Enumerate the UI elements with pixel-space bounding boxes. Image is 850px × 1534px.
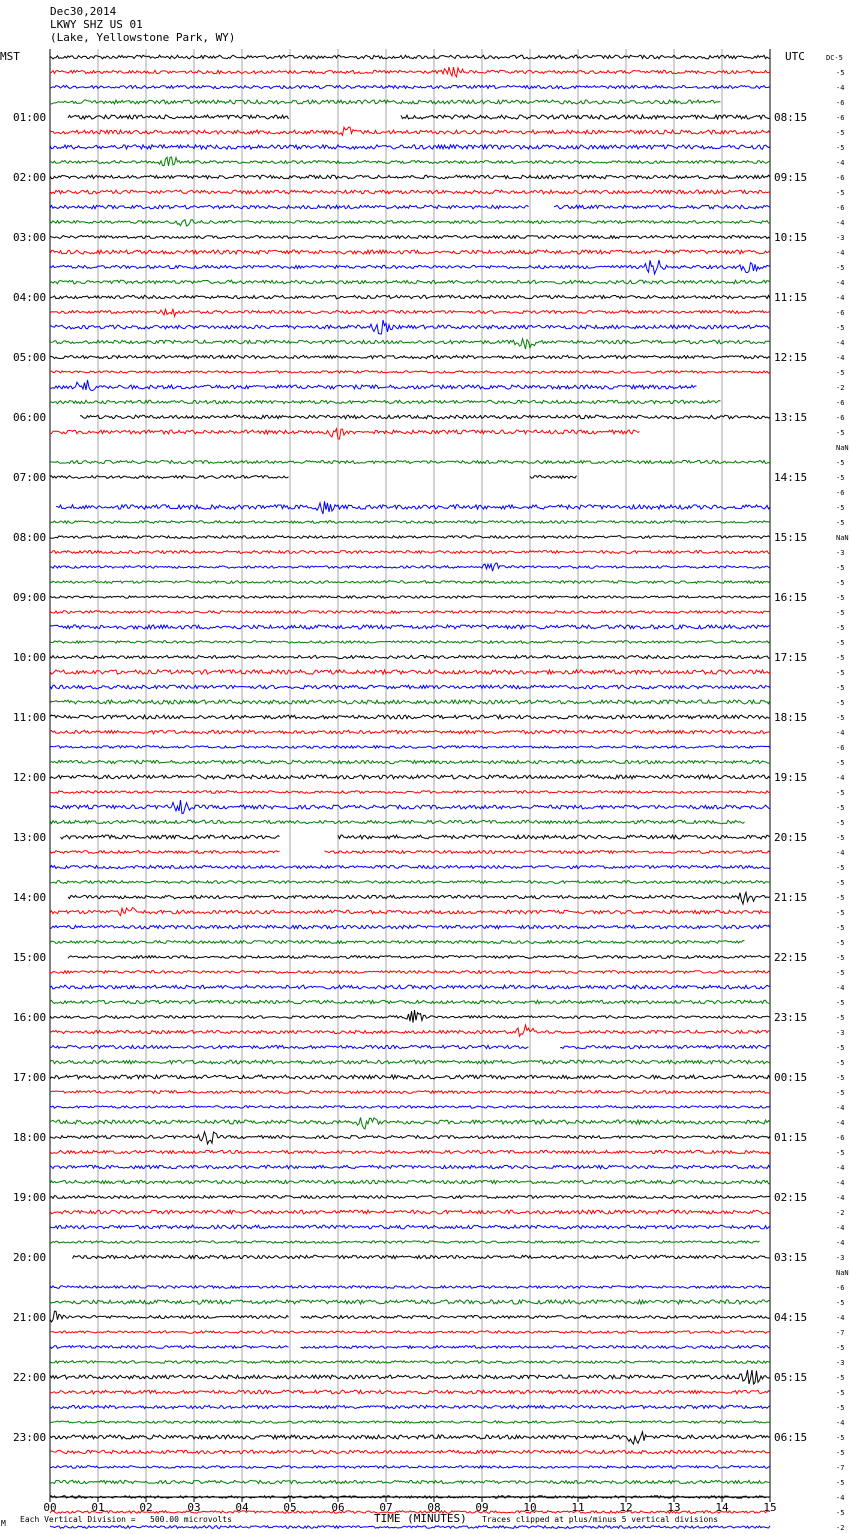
hour-label-right: 13:15 [774,411,808,424]
trace-line [50,320,770,334]
trace-offset-label: -5 [836,954,845,962]
hour-label-right: 01:15 [774,1131,808,1144]
trace-line [50,670,770,674]
trace-offset-label: -5 [836,1074,845,1082]
trace-offset-label: -5 [836,459,845,467]
trace-offset-label: -5 [836,1479,845,1487]
x-tick-label: 03 [187,1501,201,1514]
hour-label-left: 18:00 [13,1131,47,1144]
trace-line [68,115,770,119]
trace-offset-label: -6 [836,1284,845,1292]
trace-offset-label: -5 [836,834,845,842]
trace-offset-label: -5 [836,1434,845,1442]
x-tick-label: 11 [571,1501,585,1514]
x-tick-label: 10 [523,1501,537,1514]
hour-label-left: 13:00 [13,831,47,844]
trace-line [50,1300,770,1304]
hour-label-left: 19:00 [13,1191,47,1204]
trace-offset-label: -5 [836,429,845,437]
trace-offset-label: -5 [836,714,845,722]
trace-line [50,521,770,524]
x-tick-label: 08 [427,1501,441,1514]
hour-label-right: 11:15 [774,291,808,304]
trace-offset-label: -6 [836,744,845,752]
trace-line [50,250,770,254]
trace-line [50,581,770,584]
hour-label-right: 14:15 [774,471,808,484]
trace-line [50,1370,770,1384]
trace-offset-label: -5 [836,684,845,692]
trace-offset-label: -5 [836,189,845,197]
scale-note: Each Vertical Division = 500.00 microvolts [20,1515,232,1524]
trace-offset-label: NaN [836,444,849,452]
trace-offset-label: -6 [836,114,845,122]
trace-line [50,236,770,239]
trace-offset-label: -5 [836,624,845,632]
trace-offset-label: -4 [836,159,845,167]
trace-offset-label: -5 [836,1149,845,1157]
trace-offset-label: -6 [836,489,845,497]
trace-line [50,551,770,554]
trace-line [50,157,770,166]
x-tick-label: 12 [619,1501,633,1514]
trace-line [50,1118,770,1129]
trace-offset-label: -4 [836,1104,845,1112]
trace-offset-label: -6 [836,174,845,182]
trace-line [50,775,770,779]
hour-label-left: 11:00 [13,711,47,724]
station-label: LKWY SHZ US 01 [50,18,143,31]
hour-label-right: 12:15 [774,351,808,364]
trace-offset-label: -4 [836,1119,845,1127]
trace-line [50,429,770,439]
hour-label-right: 09:15 [774,171,808,184]
trace-line [50,1361,770,1364]
trace-line [50,1075,770,1079]
trace-offset-label: -5 [836,369,845,377]
hour-label-left: 08:00 [13,531,47,544]
trace-offset-label: -2 [836,1524,845,1532]
left-timezone: MST [0,50,20,63]
trace-line [50,925,770,929]
trace-offset-label: -5 [836,819,845,827]
trace-line [50,175,770,179]
trace-line [50,655,770,658]
corner-mark: M [1,1519,6,1528]
hour-label-right: 23:15 [774,1011,808,1024]
trace-line [50,1025,770,1036]
trace-line [50,760,770,763]
trace-offset-label: -5 [836,939,845,947]
trace-offset-label: -3 [836,234,845,242]
trace-offset-label: -4 [836,249,845,257]
right-timezone: UTC [785,50,805,63]
trace-offset-label: -5 [836,1089,845,1097]
trace-line [50,1526,770,1529]
trace-offset-label: -4 [836,1224,845,1232]
trace-line [50,1311,770,1322]
trace-offset-label: -5 [836,579,845,587]
trace-offset-label: -5 [836,1344,845,1352]
trace-line [68,956,770,959]
trace-offset-label: -5 [836,1014,845,1022]
hour-label-right: 16:15 [774,591,808,604]
trace-line [50,260,770,274]
trace-offset-label: -3 [836,1029,845,1037]
trace-line [50,400,770,403]
trace-offset-label: -6 [836,204,845,212]
trace-line [50,596,770,598]
trace-line [50,1346,770,1349]
x-tick-label: 13 [667,1501,681,1514]
trace-offset-label: NaN [836,1269,849,1277]
trace-offset-label: -5 [836,1044,845,1052]
trace-offset-label: -5 [836,969,845,977]
hour-label-left: 09:00 [13,591,47,604]
x-tick-label: 14 [715,1501,729,1514]
trace-line [50,1432,770,1444]
x-tick-label: 06 [331,1501,345,1514]
trace-line [50,1225,770,1229]
trace-offset-label: -7 [836,1464,845,1472]
trace-line [50,1091,770,1094]
trace-line [50,309,770,316]
hour-label-left: 05:00 [13,351,47,364]
trace-offset-label: -4 [836,774,845,782]
clip-note: Traces clipped at plus/minus 5 vertical divisions [482,1515,719,1524]
hour-label-left: 14:00 [13,891,47,904]
trace-offset-label: DC-5 [826,54,843,62]
hour-label-left: 12:00 [13,771,47,784]
trace-line [50,100,770,104]
trace-line [50,941,770,944]
trace-line [50,1450,770,1453]
trace-offset-label: -5 [836,474,845,482]
trace-line [50,700,770,704]
trace-line [50,85,770,88]
trace-line [50,280,770,284]
hour-label-right: 20:15 [774,831,808,844]
hour-label-left: 15:00 [13,951,47,964]
x-tick-label: 15 [763,1501,777,1514]
trace-offset-label: -5 [836,504,845,512]
trace-offset-label: -5 [836,519,845,527]
trace-offset-label: -5 [836,654,845,662]
trace-line [56,501,770,514]
trace-line [50,1286,770,1289]
trace-line [68,892,770,904]
hour-label-left: 07:00 [13,471,47,484]
trace-line [50,611,770,614]
hour-label-left: 03:00 [13,231,47,244]
hour-label-right: 18:15 [774,711,808,724]
trace-line [50,851,770,854]
trace-offset-label: -6 [836,309,845,317]
trace-offset-label: -5 [836,804,845,812]
trace-line [50,1045,770,1048]
trace-offset-label: -5 [836,669,845,677]
trace-line [61,835,771,839]
trace-offset-label: -6 [836,1134,845,1142]
trace-offset-label: -5 [836,759,845,767]
trace-offset-label: -4 [836,1419,845,1427]
trace-offset-label: -2 [836,384,845,392]
trace-line [50,865,770,868]
location-label: (Lake, Yellowstone Park, WY) [50,31,236,44]
trace-line [80,415,770,419]
hour-label-right: 17:15 [774,651,808,664]
hour-label-left: 01:00 [13,111,47,124]
trace-offset-label: -3 [836,1254,845,1262]
trace-line [50,67,770,77]
trace-line [50,460,770,463]
x-tick-label: 09 [475,1501,489,1514]
trace-offset-label: -5 [836,564,845,572]
trace-line [50,1241,770,1243]
trace-offset-label: -5 [836,594,845,602]
hour-label-left: 22:00 [13,1371,47,1384]
trace-line [50,295,770,298]
trace-line [50,220,770,226]
trace-line [50,1060,770,1064]
trace-line [50,685,770,689]
trace-offset-label: -5 [836,1449,845,1457]
trace-offset-label: -6 [836,399,845,407]
trace-offset-label: -4 [836,339,845,347]
trace-line [50,380,770,391]
hour-label-right: 02:15 [774,1191,808,1204]
hour-label-left: 06:00 [13,411,47,424]
trace-line [50,1106,770,1108]
trace-line [50,800,770,814]
trace-line [50,1480,770,1483]
trace-offset-label: -5 [836,1374,845,1382]
trace-offset-label: NaN [836,534,849,542]
trace-offset-label: -4 [836,1194,845,1202]
x-axis-label: TIME (MINUTES) [374,1512,467,1525]
trace-offset-label: -4 [836,729,845,737]
trace-line [50,1000,770,1004]
trace-line [50,1466,770,1468]
hour-label-left: 04:00 [13,291,47,304]
hour-label-right: 03:15 [774,1251,808,1264]
trace-offset-label: -5 [836,894,845,902]
trace-line [50,339,770,349]
x-tick-label: 05 [283,1501,297,1514]
trace-offset-label: -4 [836,354,845,362]
trace-offset-label: -6 [836,414,845,422]
trace-line [73,1255,771,1258]
trace-line [50,881,770,884]
hour-label-left: 10:00 [13,651,47,664]
date-label: Dec30,2014 [50,5,117,18]
trace-line [50,55,770,59]
trace-offset-label: -5 [836,1509,845,1517]
trace-offset-label: -5 [836,129,845,137]
trace-offset-label: -4 [836,849,845,857]
trace-offset-label: -5 [836,144,845,152]
trace-line [50,791,770,794]
trace-offset-label: -4 [836,219,845,227]
hour-label-left: 20:00 [13,1251,47,1264]
trace-offset-label: -4 [836,984,845,992]
trace-offset-label: -4 [836,1164,845,1172]
trace-line [50,536,770,539]
trace-line [50,1132,770,1144]
trace-line [50,145,770,149]
trace-line [50,1421,770,1423]
hour-label-right: 04:15 [774,1311,808,1324]
trace-line [50,971,770,974]
trace-line [50,190,770,194]
trace-line [50,476,770,479]
trace-line [50,715,770,719]
trace-offset-label: -5 [836,1389,845,1397]
trace-line [50,1210,770,1214]
trace-offset-label: -5 [836,609,845,617]
hour-label-left: 23:00 [13,1431,47,1444]
trace-offset-label: -5 [836,264,845,272]
trace-offset-label: -2 [836,1209,845,1217]
trace-offset-label: -5 [836,879,845,887]
trace-offset-label: -5 [836,1404,845,1412]
trace-offset-label: -6 [836,99,845,107]
trace-line [50,1390,770,1394]
trace-offset-label: -7 [836,1329,845,1337]
hour-label-left: 17:00 [13,1071,47,1084]
trace-offset-label: -3 [836,1359,845,1367]
hour-label-right: 15:15 [774,531,808,544]
trace-offset-label: -4 [836,1239,845,1247]
trace-line [50,1165,770,1168]
trace-line [50,908,770,916]
trace-line [50,127,770,135]
hour-label-left: 21:00 [13,1311,47,1324]
trace-line [50,820,770,823]
trace-offset-label: -5 [836,864,845,872]
trace-offset-label: -4 [836,294,845,302]
x-tick-label: 07 [379,1501,393,1514]
trace-line [50,1196,770,1199]
trace-offset-label: -5 [836,699,845,707]
trace-line [50,985,770,989]
x-tick-label: 04 [235,1501,249,1514]
trace-offset-label: -4 [836,279,845,287]
trace-offset-label: -5 [836,1059,845,1067]
hour-label-right: 00:15 [774,1071,808,1084]
hour-label-right: 19:15 [774,771,808,784]
trace-offset-label: -5 [836,69,845,77]
hour-label-right: 22:15 [774,951,808,964]
trace-line [50,1405,770,1408]
x-tick-label: 01 [91,1501,105,1514]
trace-offset-label: -4 [836,84,845,92]
trace-offset-label: -5 [836,789,845,797]
hour-label-left: 02:00 [13,171,47,184]
trace-offset-label: -4 [836,1314,845,1322]
x-tick-label: 00 [43,1501,57,1514]
trace-offset-label: -4 [836,1179,845,1187]
trace-line [50,1180,770,1183]
trace-offset-label: -5 [836,324,845,332]
hour-label-right: 05:15 [774,1371,808,1384]
hour-label-right: 21:15 [774,891,808,904]
trace-offset-label: -3 [836,549,845,557]
trace-offset-label: -5 [836,999,845,1007]
trace-offset-label: -5 [836,924,845,932]
hour-label-right: 06:15 [774,1431,808,1444]
hour-label-right: 08:15 [774,111,808,124]
trace-line [50,1331,770,1334]
trace-offset-label: -5 [836,639,845,647]
hour-label-left: 16:00 [13,1011,47,1024]
trace-line [50,1150,770,1153]
trace-line [50,1010,770,1023]
trace-line [50,355,770,358]
trace-line [50,641,770,644]
trace-line [50,730,770,734]
trace-line [50,371,770,373]
trace-offset-label: -4 [836,1494,845,1502]
trace-line [50,746,770,749]
x-tick-label: 02 [139,1501,153,1514]
trace-offset-label: -5 [836,909,845,917]
hour-label-right: 10:15 [774,231,808,244]
trace-line [50,205,770,209]
trace-offset-label: -5 [836,1299,845,1307]
trace-line [50,625,770,629]
trace-line [50,563,770,571]
